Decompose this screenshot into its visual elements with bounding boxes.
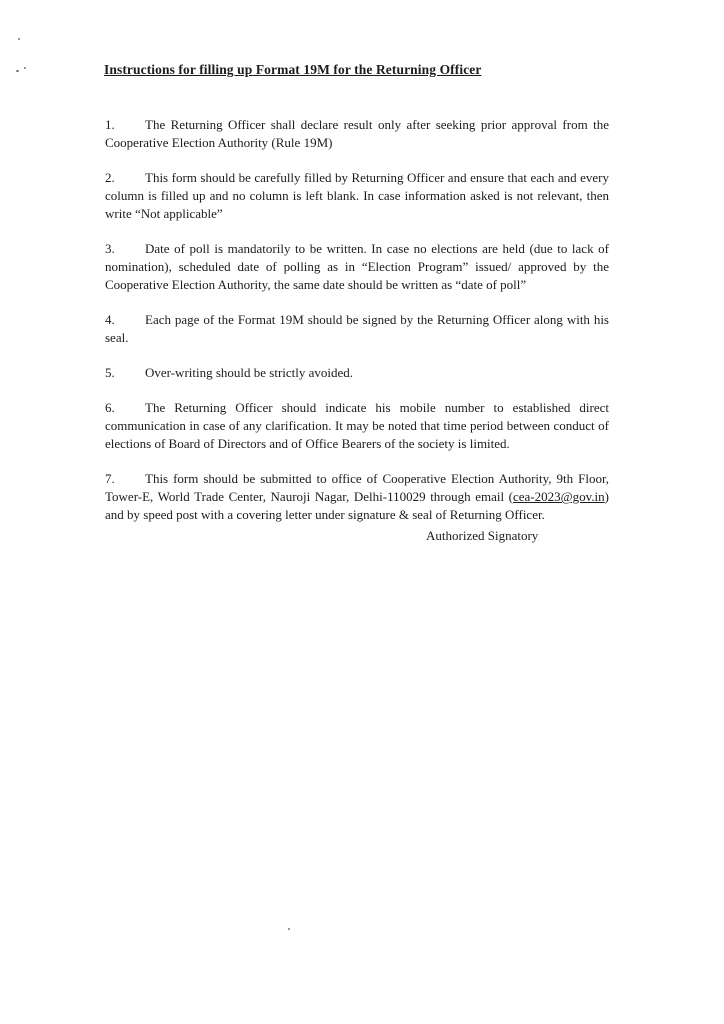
item-text: Date of poll is mandatorily to be written. In case no elections are held (due to lack of nomination), scheduled date of polling as in “Election Program” issued/ approved by the Cooperative Election Authority, the same date should be written as “date of poll” [105, 241, 609, 292]
instruction-list [105, 116, 609, 541]
scan-speck [24, 67, 26, 69]
scan-speck [16, 70, 19, 72]
item-number: 4. [105, 312, 115, 327]
instruction-item [105, 311, 609, 347]
document-title: Instructions for filling up Format 19M for the Returning Officer [104, 62, 482, 77]
item-number: 6. [105, 400, 115, 415]
item-number: 2. [105, 170, 115, 185]
item-text: This form should be carefully filled by Returning Officer and ensure that each and every column is filled up and no column is left blank. In case information asked is not relevant, then write “Not applicable” [105, 170, 609, 221]
email-link[interactable]: cea-2023@gov.in [513, 489, 605, 504]
authorized-signatory: Authorized Signatory [426, 528, 539, 543]
instruction-item [105, 470, 609, 524]
instruction-item [105, 240, 609, 294]
item-number: 7. [105, 471, 115, 486]
item-number: 5. [105, 365, 115, 380]
item-text: Each page of the Format 19M should be signed by the Returning Officer along with his seal. [105, 312, 609, 345]
scan-speck [18, 38, 20, 40]
item-number: 3. [105, 241, 115, 256]
instruction-item [105, 399, 609, 453]
instruction-item [105, 364, 609, 382]
item-text: The Returning Officer shall declare result only after seeking prior approval from the Cooperative Election Authority (Rule 19M) [105, 117, 609, 150]
item-text: Over-writing should be strictly avoided. [145, 365, 354, 380]
scan-speck [288, 928, 290, 930]
item-text-after: ) and by speed post with a covering letter under signature & seal of Returning Officer. [105, 489, 609, 522]
item-number: 1. [105, 117, 115, 132]
item-text: The Returning Officer should indicate his mobile number to established direct communication in case of any clarification. It may be noted that time period between conduct of elections of Board of Directors and of Office Bearers of the society is limited. [105, 400, 609, 451]
item-text-before: This form should be submitted to office of Cooperative Election Authority, 9th Floor, Tower-E, World Trade Center, Nauroji Nagar, Delhi-110029 through email ( [105, 471, 609, 504]
instruction-item [105, 116, 609, 152]
instruction-item [105, 169, 609, 223]
